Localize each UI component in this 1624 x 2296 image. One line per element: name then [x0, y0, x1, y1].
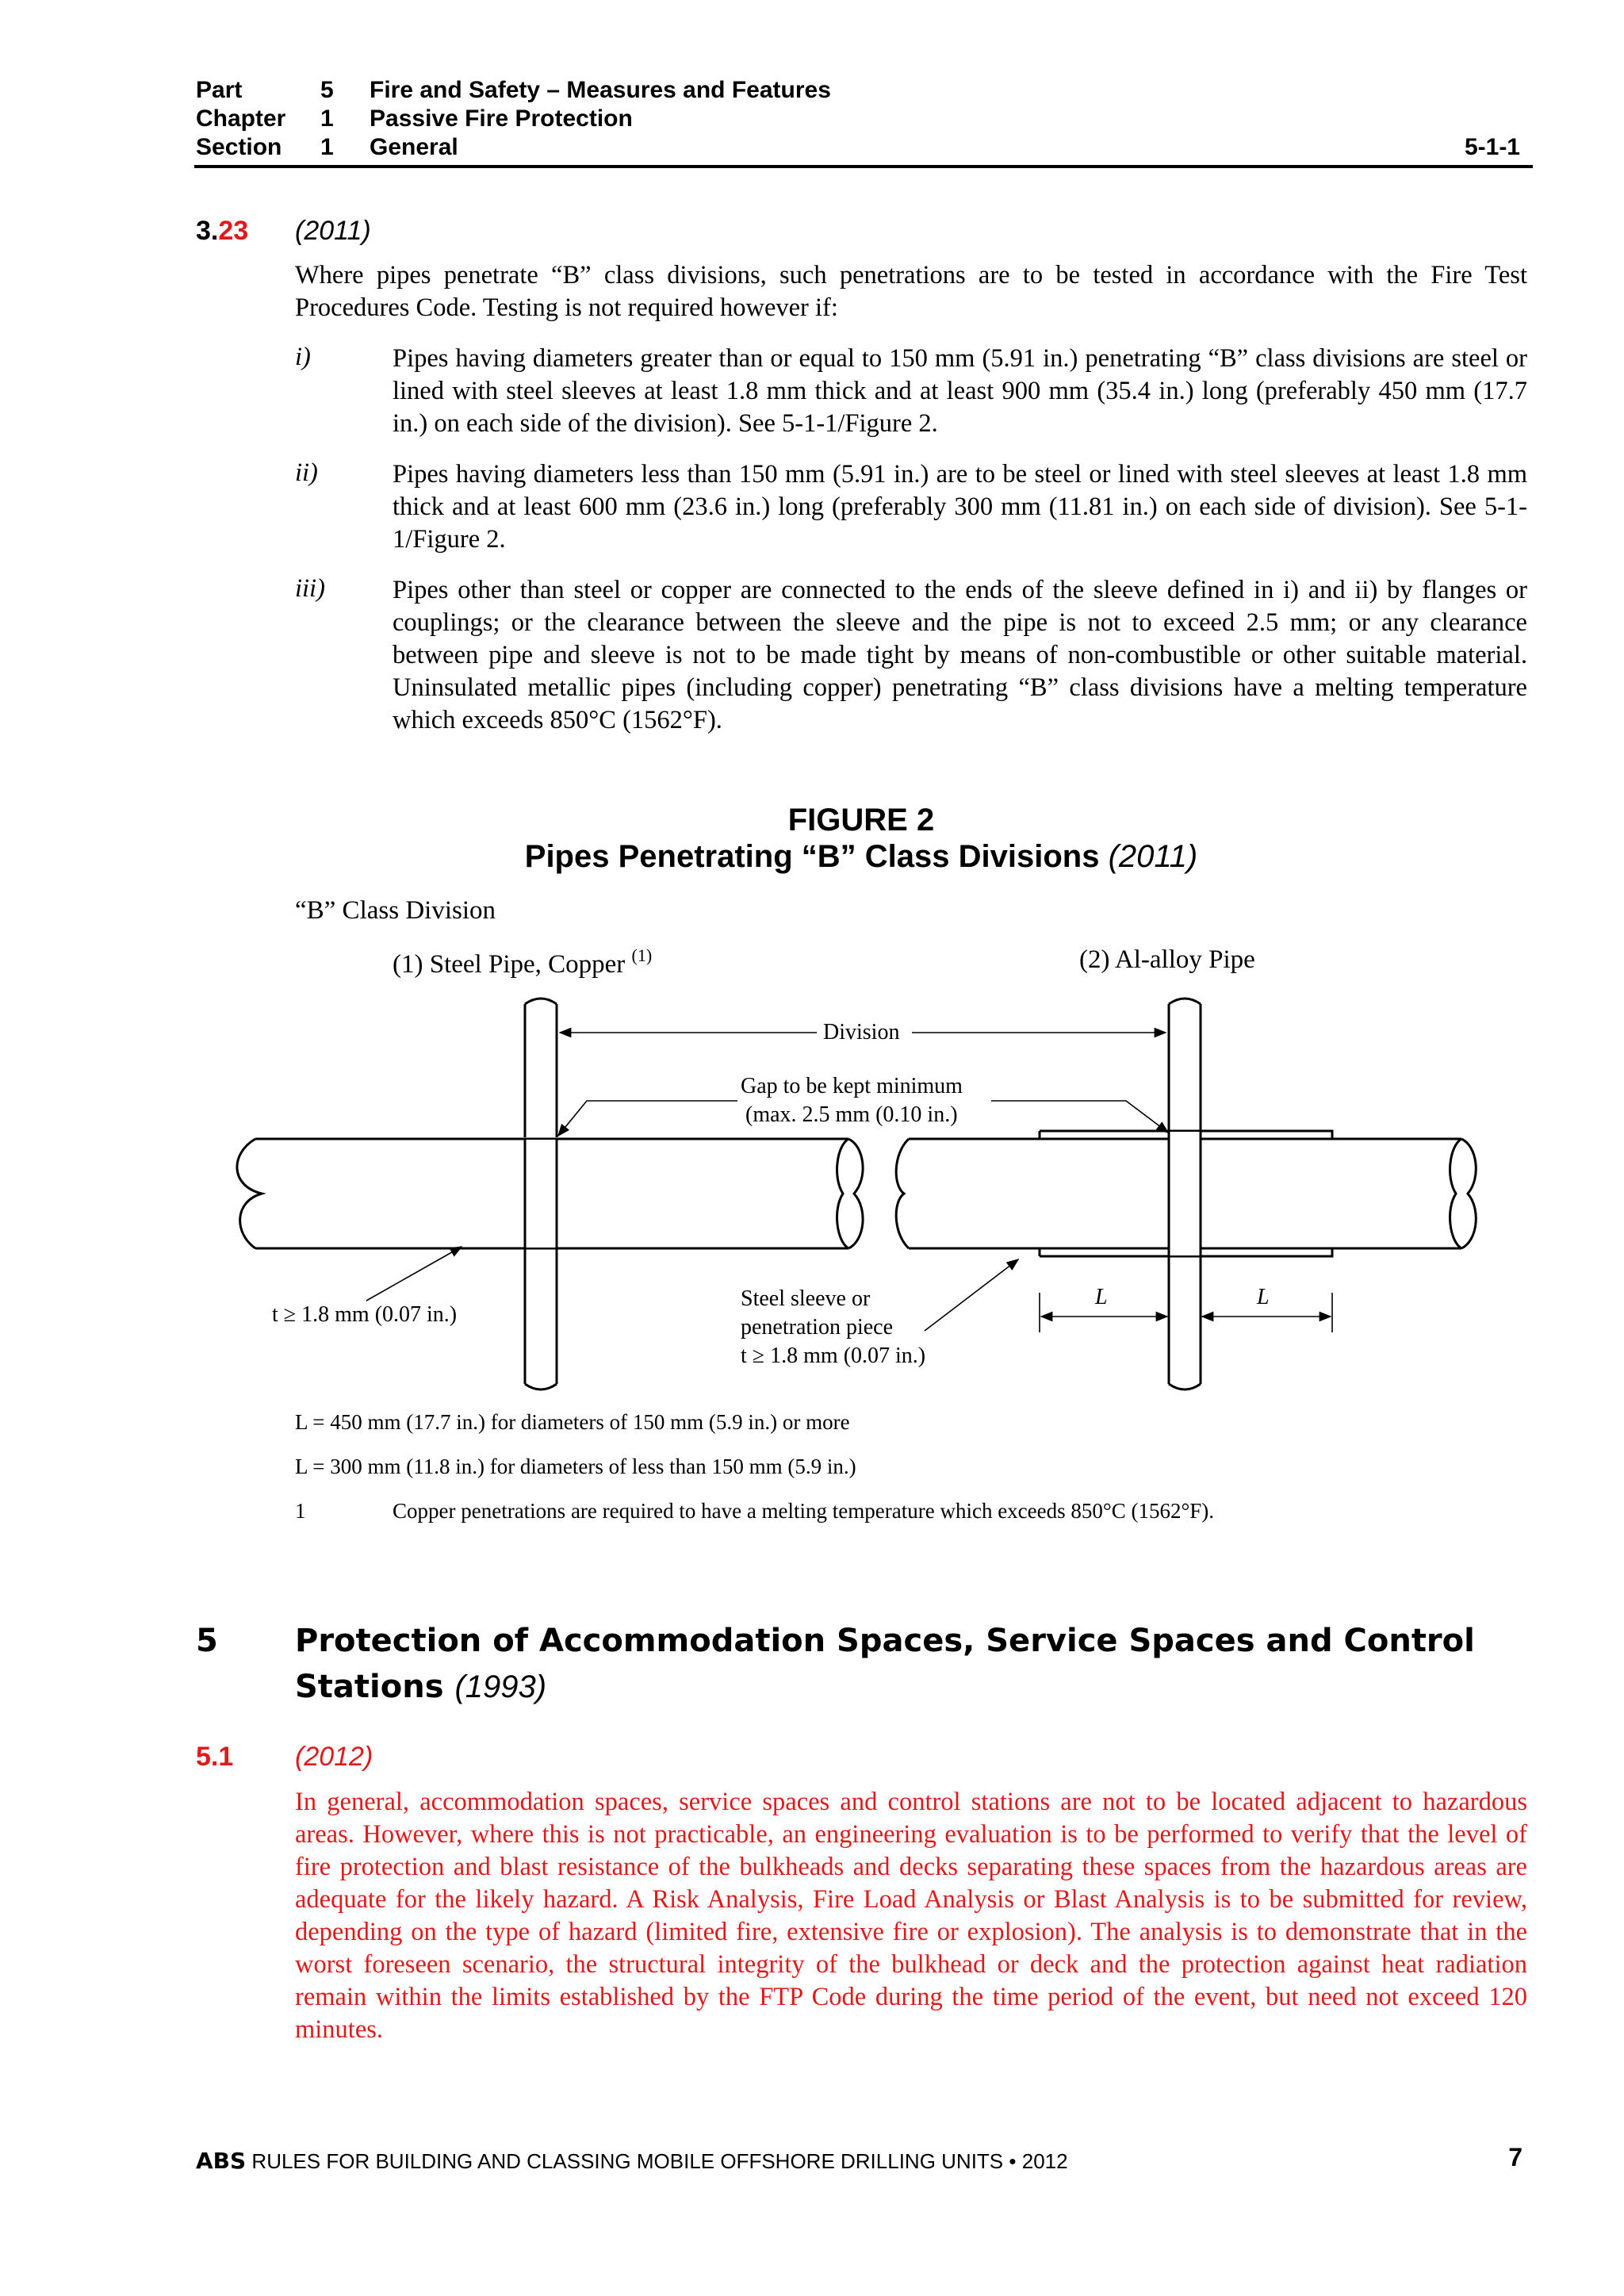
label-sleeve-line1: Steel sleeve or [741, 1286, 871, 1311]
figure-note-2: L = 300 mm (11.8 in.) for diameters of less than 150 mm (5.9 in.) [295, 1455, 856, 1478]
footer-page-number: 7 [1508, 2143, 1522, 2171]
header-part-title: Fire and Safety – Measures and Features [370, 77, 831, 103]
label-gap-line1: Gap to be kept minimum [741, 1074, 963, 1098]
figure-title: FIGURE 2 [787, 803, 935, 838]
label-thickness-left: t ≥ 1.8 mm (0.07 in.) [272, 1302, 458, 1327]
wall-break-top-right [1169, 999, 1201, 1004]
label-gap-line2: (max. 2.5 mm (0.10 in.) [745, 1102, 958, 1127]
section-number-revised: 23 [218, 216, 249, 246]
gap-leader-left [558, 1101, 737, 1136]
footer-year: 2012 [1021, 2149, 1068, 2173]
list-item-text: Pipes having diameters less than 150 mm (5.91 in.) are to be steel or lined with steel sleeves at least 1.8 mm thick and at least 600 mm (23.6 in.) long (preferably 300 mm (11.81 in.) on each side of division). See 5-1-1/Figure 2. [393, 460, 1527, 554]
figure-footnote-number: 1 [295, 1499, 306, 1523]
page-footer [196, 2148, 1068, 2174]
figure-division-caption: “B” Class Division [295, 896, 496, 925]
header-page-ref: 5-1-1 [1464, 134, 1520, 160]
wall-break-top-left [525, 999, 557, 1004]
section-5-year: (1993) [454, 1669, 547, 1704]
header-section-label: Section [196, 134, 282, 160]
section-5-title-line1: Protection of Accommodation Spaces, Service Spaces and Control [295, 1623, 1475, 1659]
label-sleeve-line2: penetration piece [741, 1315, 894, 1340]
section-5-number: 5 [196, 1623, 218, 1659]
footer-title: RULES FOR BUILDING AND CLASSING MOBILE OFFSHORE DRILLING UNITS [251, 2149, 1004, 2173]
wall-break-bottom-left [525, 1384, 557, 1389]
section-5-1-number: 5.1 [196, 1742, 234, 1772]
figure-subtitle-year: (2011) [1108, 839, 1198, 874]
figure-subtitle-text: Pipes Penetrating “B” Class Divisions [524, 839, 1100, 874]
header-chapter-title: Passive Fire Protection [370, 105, 633, 132]
section-5-1-year: (2012) [295, 1742, 373, 1772]
section-intro: Where pipes penetrate “B” class divisions, such penetrations are to be tested in accordance with the Fire Test Procedures Code. Testing is not required however if: [295, 261, 1527, 322]
footer-bullet: • [1009, 2149, 1017, 2173]
figure-left-caption-sup: (1) [631, 945, 653, 965]
thickness-leader-left [366, 1247, 462, 1301]
list-item-label: iii) [295, 574, 325, 603]
label-sleeve-line3: t ≥ 1.8 mm (0.07 in.) [741, 1343, 926, 1368]
label-L-right: L [1257, 1285, 1270, 1309]
section-year: (2011) [295, 216, 371, 246]
list-item-label: i) [295, 343, 311, 371]
gap-leader-right [991, 1101, 1168, 1133]
list-item-text: Pipes having diameters greater than or equal to 150 mm (5.91 in.) penetrating “B” class divisions are steel or lined with steel sleeves at least 1.8 mm thick and at least 900 mm (35.4 in.) long (preferably 450 mm (17.7 in.) on each side of the division). See 5-1-1/Figure 2. [393, 344, 1527, 438]
header-section-title: General [370, 134, 458, 160]
figure-footnote-text: Copper penetrations are required to have a melting temperature which exceeds 850°C (1562°F). [393, 1499, 1214, 1523]
sleeve-leader [925, 1259, 1018, 1331]
header-chapter-number: 1 [320, 105, 334, 132]
figure-note-1: L = 450 mm (17.7 in.) for diameters of 150 mm (5.9 in.) or more [295, 1410, 850, 1434]
header-part-label: Part [196, 77, 243, 103]
section-number-prefix: 3. [196, 216, 219, 246]
list-item-label: ii) [295, 458, 318, 487]
footer-brand: ABS [196, 2148, 247, 2174]
header-part-number: 5 [320, 77, 334, 103]
section-5-title-text: Stations [295, 1669, 444, 1705]
section-5-1-text: In general, accommodation spaces, service spaces and control stations are not to be located adjacent to hazardous areas. However, where this is not practicable, an engineering evaluation is to be performed to verify that the level of fire protection and blast resistance of the bulkheads and decks separating these spaces from the hazardous areas are adequate for the likely hazard. A Risk Analysis, Fire Load Analysis or Blast Analysis is to be submitted for review, depending on the type of hazard (limited fire, extensive fire or explosion). The analysis is to demonstrate that in the worst foreseen scenario, the structural integrity of the bulkhead or deck and the protection against heat radiation remain within the limits established by the FTP Code during the time period of the event, but need not exceed 120 minutes. [295, 1788, 1527, 2044]
figure-left-caption-text: (1) Steel Pipe, Copper [393, 950, 626, 979]
label-division: Division [820, 1020, 902, 1045]
list-item-text: Pipes other than steel or copper are connected to the ends of the sleeve defined in i) and ii) by flanges or couplings; or the clearance between the sleeve and the pipe is not to exceed 2.5 mm; or any clearance between pipe and sleeve is not to be made tight by means of non-combustible or other suitable material. Uninsulated metallic pipes (including copper) penetrating “B” class divisions have a melting temperature which exceeds 850°C (1562°F). [393, 576, 1527, 734]
header-chapter-label: Chapter [196, 105, 286, 132]
figure-right-caption: (2) Al-alloy Pipe [1079, 945, 1255, 974]
header-section-number: 1 [320, 134, 334, 160]
section-5-title-line2 [295, 1664, 546, 1710]
label-L-left: L [1095, 1285, 1108, 1309]
wall-break-bottom-right [1169, 1384, 1201, 1389]
